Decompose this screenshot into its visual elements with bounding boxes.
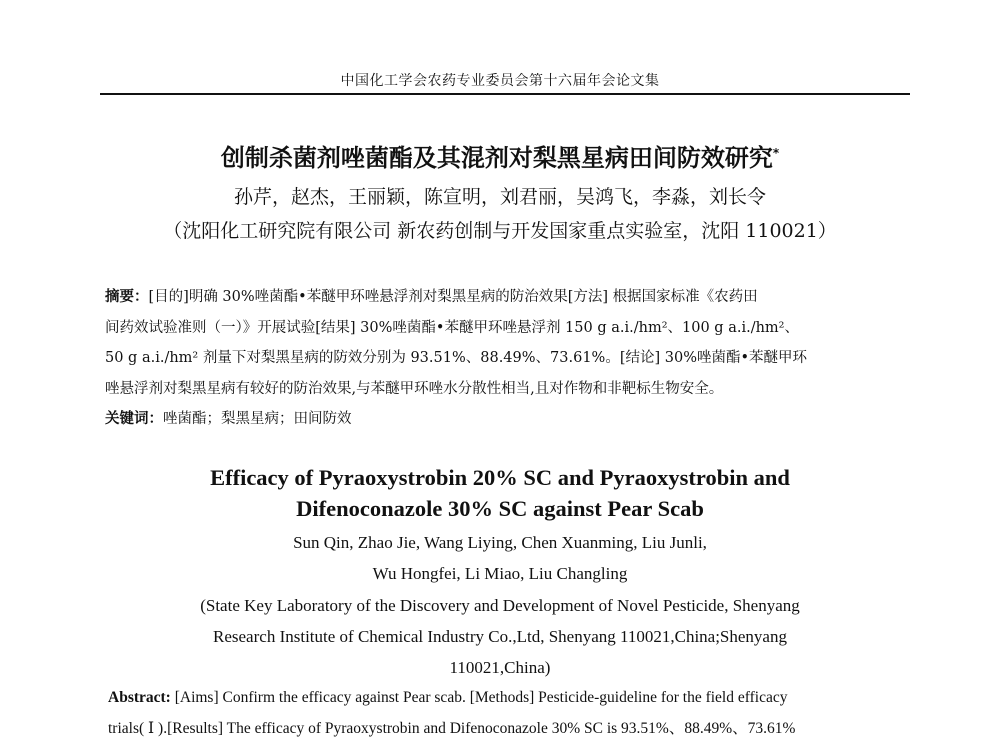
chinese-abstract-line-4: 唑悬浮剂对梨黑星病有较好的防治效果,与苯醚甲环唑水分散性相当,且对作物和非靶标生物安全。 bbox=[105, 380, 724, 397]
english-affiliation-line-2: Research Institute of Chemical Industry Co.,Ltd, Shenyang 110021,China;Shenyang bbox=[213, 627, 787, 646]
chinese-affiliation: （沈阳化工研究院有限公司 新农药创制与开发国家重点实验室，沈阳 110021） bbox=[163, 220, 837, 242]
english-abstract-line-1 bbox=[108, 682, 918, 713]
chinese-abstract-label: 摘要： bbox=[105, 289, 149, 305]
chinese-abstract bbox=[105, 282, 913, 404]
chinese-abstract-line-3: 50 g a.i./hm² 剂量下对梨黑星病的防效分别为 93.51%、88.49%、73.61%。[结论] 30%唑菌酯•苯醚甲环 bbox=[105, 350, 808, 366]
chinese-abstract-text: [目的]明确 30%唑菌酯•苯醚甲环唑悬浮剂对梨黑星病的防治效果[方法] 根据国家标准《农药田 bbox=[148, 289, 758, 305]
english-authors-line-1: Sun Qin, Zhao Jie, Wang Liying, Chen Xuanming, Liu Junli, bbox=[293, 533, 707, 552]
chinese-keywords-text: 唑菌酯；梨黑星病；田间防效 bbox=[163, 411, 352, 427]
english-authors-line-2: Wu Hongfei, Li Miao, Liu Changling bbox=[372, 563, 628, 583]
english-abstract bbox=[108, 682, 918, 744]
chinese-authors: 孙芹，赵杰，王丽颖，陈宣明，刘君丽，吴鸿飞，李淼，刘长令 bbox=[233, 186, 766, 208]
english-affiliation-line-3: 110021,China) bbox=[449, 658, 551, 677]
chinese-title bbox=[0, 138, 1000, 173]
english-title-line-2: Difenoconazole 30% SC against Pear Scab bbox=[296, 496, 704, 521]
chinese-keywords bbox=[105, 407, 913, 428]
english-abstract-line-2: trials( Ⅰ ).[Results] The efficacy of Pyraoxystrobin and Difenoconazole 30% SC is 93.51%、88.49%、73.61% bbox=[108, 720, 796, 737]
running-head: 中国化工学会农药专业委员会第十六届年会论文集 bbox=[340, 73, 660, 89]
english-title bbox=[0, 462, 1000, 524]
chinese-keywords-label: 关键词： bbox=[105, 411, 163, 427]
title-footnote-mark: * bbox=[772, 146, 780, 160]
header-rule bbox=[100, 93, 910, 95]
english-affiliation bbox=[0, 590, 1000, 683]
chinese-abstract-line-2: 间药效试验准则（一）》开展试验[结果] 30%唑菌酯•苯醚甲环唑悬浮剂 150 g a.i./hm²、100 g a.i./hm²、 bbox=[105, 319, 799, 336]
chinese-title-text: 创制杀菌剂唑菌酯及其混剂对梨黑星病田间防效研究 bbox=[220, 144, 773, 172]
english-title-line-1: Efficacy of Pyraoxystrobin 20% SC and Pyraoxystrobin and bbox=[210, 465, 790, 490]
english-abstract-label: Abstract: bbox=[108, 689, 171, 706]
english-authors bbox=[0, 528, 1000, 589]
english-affiliation-line-1: (State Key Laboratory of the Discovery and Development of Novel Pesticide, Shenyang bbox=[200, 596, 800, 615]
chinese-abstract-line-1 bbox=[105, 282, 913, 313]
english-abstract-text: [Aims] Confirm the efficacy against Pear scab. [Methods] Pesticide-guideline for the field efficacy bbox=[170, 689, 788, 706]
